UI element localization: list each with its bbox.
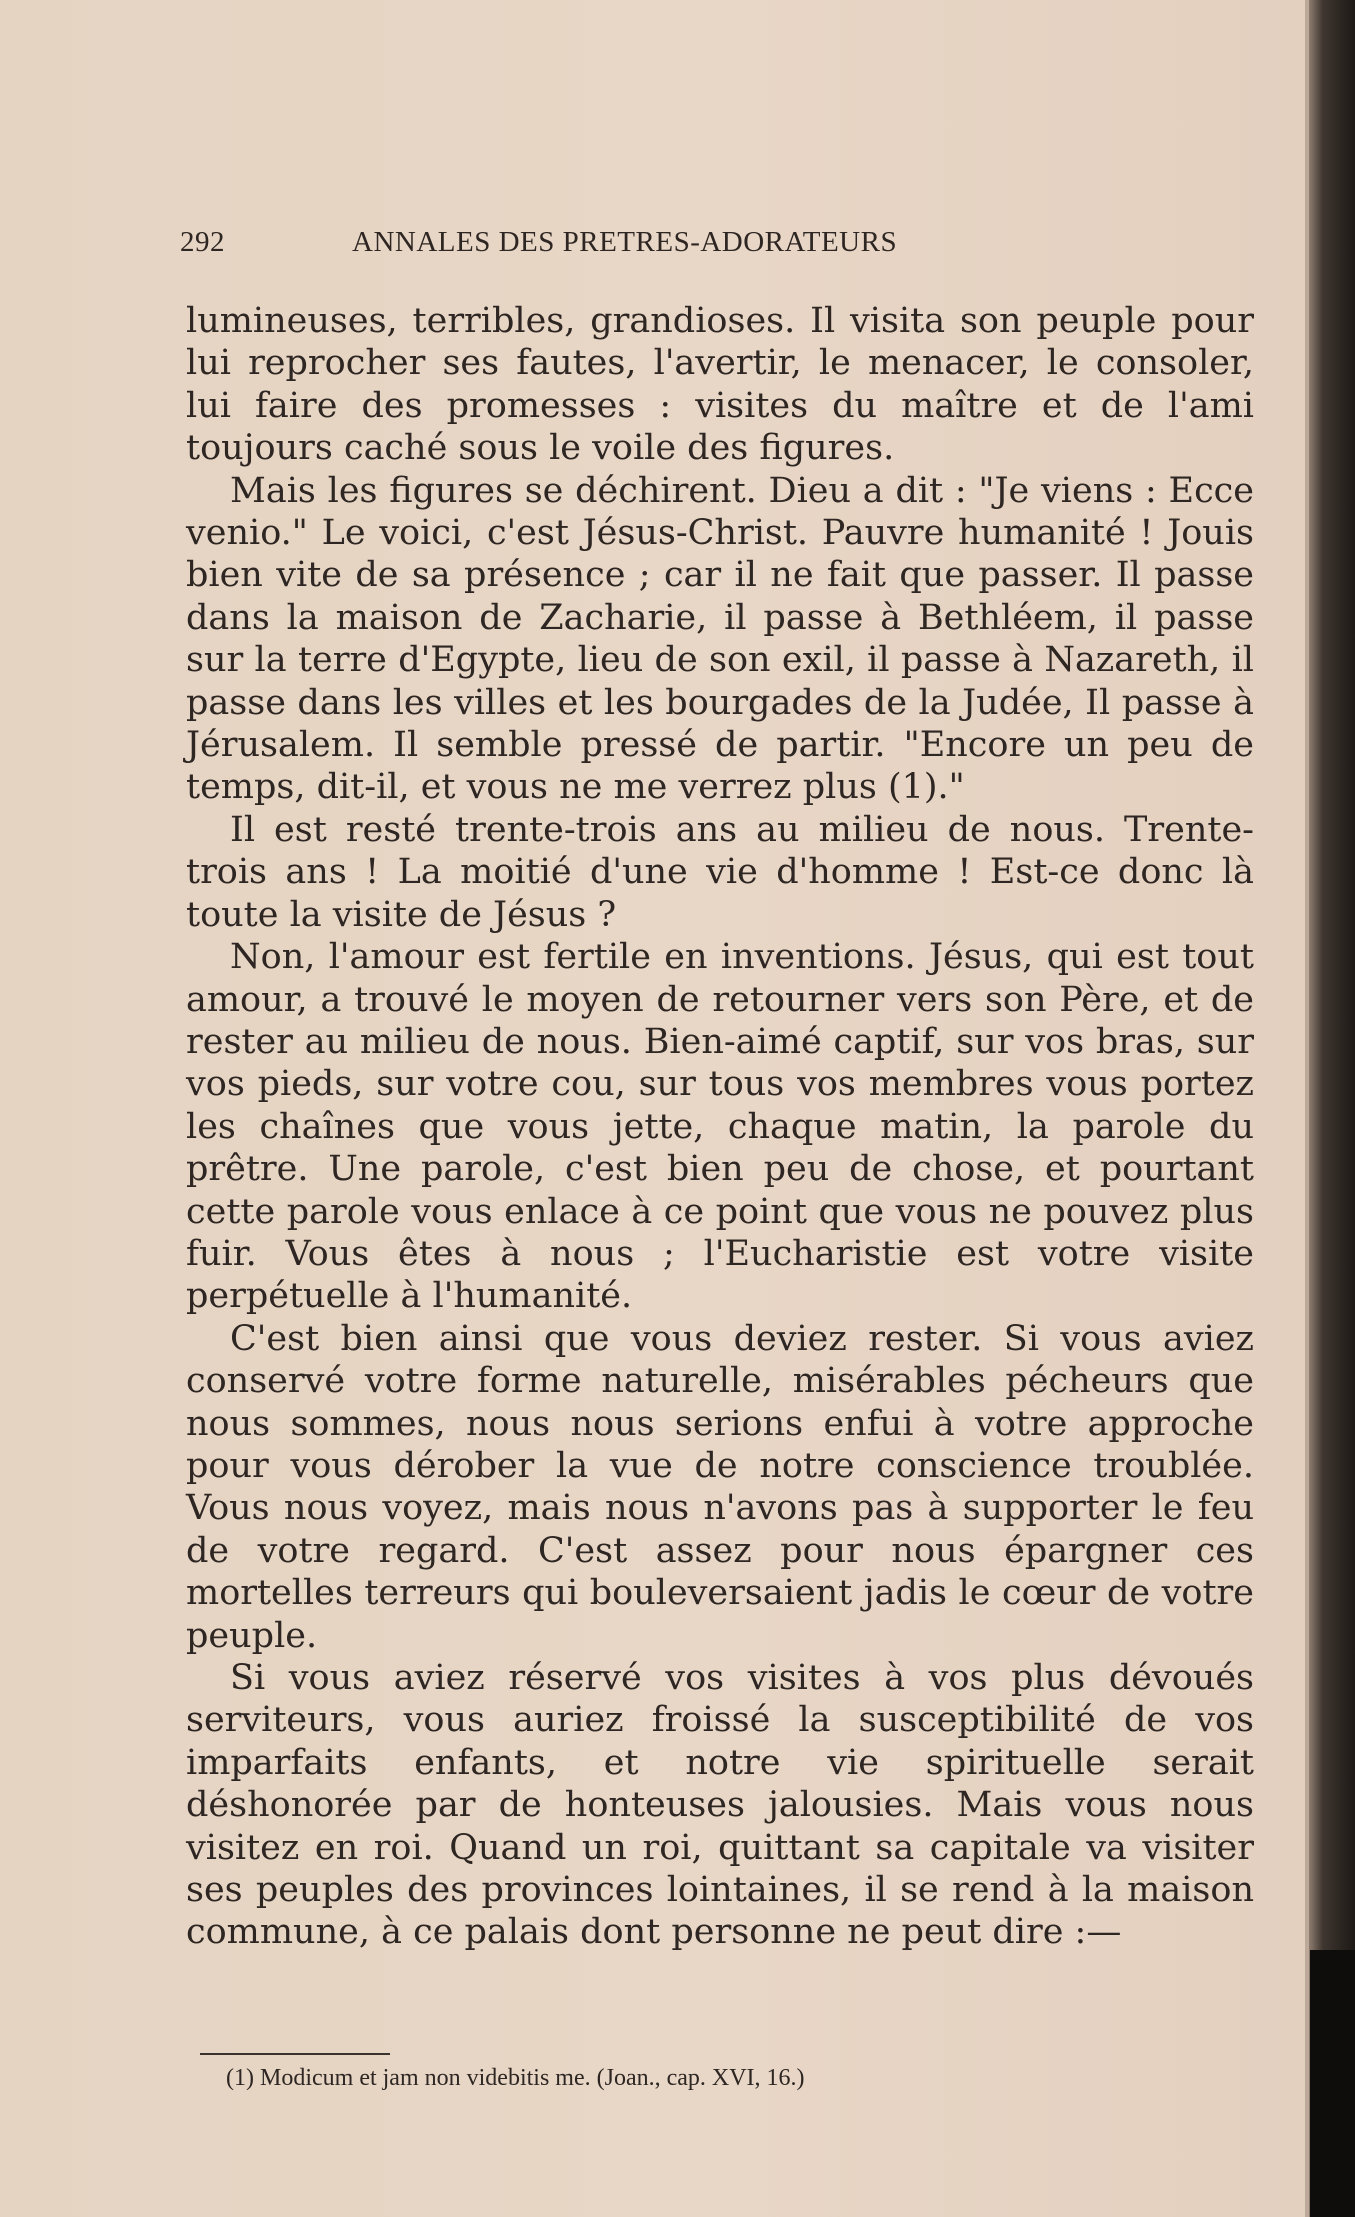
page-number: 292 — [180, 226, 225, 258]
paragraph-4: Non, l'amour est fertile en inventions. Jésus, qui est tout amour, a trouvé le moyen de retourner vers son Père, et de rester au milieu de nous. Bien-aimé captif, sur vos bras, sur vos pieds, sur votre cou, sur tous vos membres vous portez les chaînes que vous jette, chaque matin, la parole du prêtre. Une parole, c'est bien peu de chose, et pourtant cette parole vous enlace à ce point que vous ne pouvez plus fuir. Vous êtes à nous ; l'Eucharistie est votre visite perpétuelle à l'humanité. — [186, 937, 1254, 1317]
paragraph-2: Mais les figures se déchirent. Dieu a dit : "Je viens : Ecce venio." Le voici, c'est Jésus-Christ. Pauvre humanité ! Jouis bien vite de sa présence ; car il ne fait que passer. Il passe dans la maison de Zacharie, il passe à Bethléem, il passe sur la terre d'Egypte, lieu de son exil, il passe à Nazareth, il passe dans les villes et les bourgades de la Judée, Il passe à Jérusalem. Il semble pressé de partir. "Encore un peu de temps, dit-il, et vous ne me verrez plus (1)." — [186, 470, 1254, 808]
running-head — [180, 226, 1080, 266]
paragraph-1: lumineuses, terribles, grandioses. Il visita son peuple pour lui reprocher ses fautes, l'avertir, le menacer, le consoler, lui faire des promesses : visites du maître et de l'ami toujours caché sous le voile des figures. — [186, 301, 1254, 469]
footnote-rule — [200, 2053, 390, 2055]
book-gutter-shadow — [1309, 0, 1355, 2217]
running-title: ANNALES DES PRETRES-ADORATEURS — [352, 226, 898, 258]
footnote: (1) Modicum et jam non videbitis me. (Joan., cap. XVI, 16.) — [226, 2065, 805, 2091]
paragraph-3: Il est resté trente-trois ans au milieu de nous. Trente-trois ans ! La moitié d'une vie d'homme ! Est-ce donc là toute la visite de Jésus ? — [186, 809, 1254, 935]
dark-corner — [1310, 1950, 1355, 2217]
paragraph-5: C'est bien ainsi que vous deviez rester. Si vous aviez conservé votre forme naturelle, misérables pécheurs que nous sommes, nous nous serions enfui à votre approche pour vous dérober la vue de notre conscience troublée. Vous nous voyez, mais nous n'avons pas à supporter le feu de votre regard. C'est assez pour nous épargner ces mortelles terreurs qui bouleversaient jadis le cœur de votre peuple. — [186, 1318, 1254, 1656]
paragraph-6: Si vous aviez réservé vos visites à vos plus dévoués serviteurs, vous auriez froissé la susceptibilité de vos imparfaits enfants, et notre vie spirituelle serait déshonorée par de honteuses jalousies. Mais vous nous visitez en roi. Quand un roi, quittant sa capitale va visiter ses peuples des provinces lointaines, il se rend à la maison commune, à ce palais dont personne ne peut dire :— — [186, 1658, 1254, 1953]
body-text — [186, 300, 1254, 1954]
